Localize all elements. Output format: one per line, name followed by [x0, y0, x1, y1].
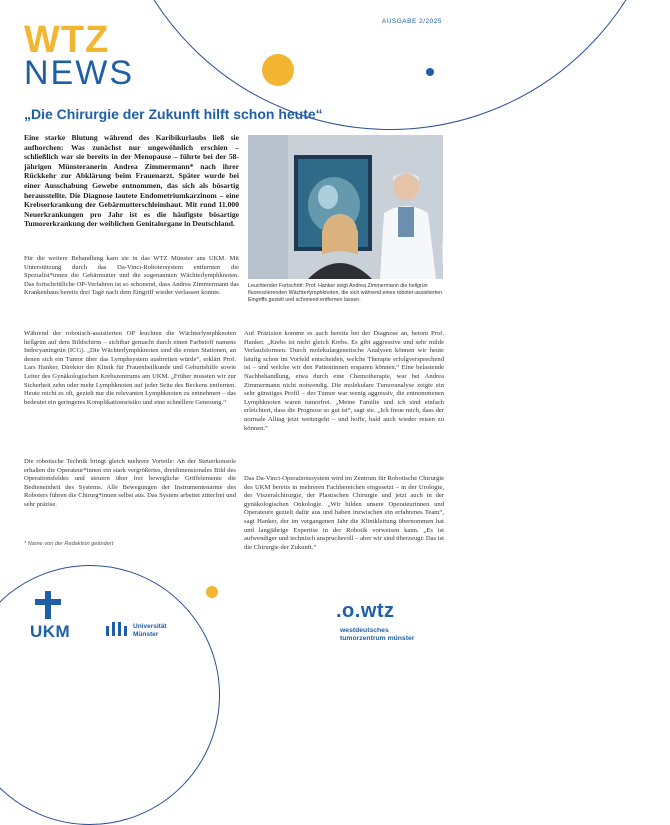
- article-headline: „Die Chirurgie der Zukunft hilft schon heute“: [24, 106, 323, 122]
- decorative-bottom-dot: [206, 586, 218, 598]
- footnote: * Name von der Redaktion geändert: [24, 541, 114, 547]
- article-photo: [248, 135, 446, 279]
- issue-label: AUSGABE 2/2025: [381, 18, 442, 25]
- university-logo-text: [133, 623, 167, 638]
- university-logo-icon: [104, 618, 128, 641]
- article-paragraph-5: Das Da-Vinci-Operationssystem wird im Zentrum für Robotische Chirurgie des UKM bereits in mehreren Fachbereichen eingesetzt – in der Urologie, der Viszeralchirurgie, der Plastischen Chirurgie und jetzt auch in der gynäkologischen Onkologie. „Wir bilden unsere Operateurinnen und Operateure gezielt dafür aus und haben inzwischen ein erfahrenes Team“, sagt Hanker, der im vergangenen Jahr die Klinikleitung übernommen hat und langjährige Expertise in der Robotik vorweisen kann. „Es ist aufwendiger und technisch anspruchsvoll – aber wir sind überzeugt: Das ist die Chirurgie der Zukunft.“: [244, 475, 444, 551]
- wtz-logo: .o.wtz: [336, 600, 395, 622]
- wtz-logo-subtitle: [340, 627, 414, 642]
- decorative-blue-dot: [426, 68, 434, 76]
- photo-illustration: [248, 135, 443, 279]
- university-line-2: Münster: [133, 630, 159, 638]
- ukm-logo-icon: [33, 591, 63, 624]
- photo-caption: Leuchtender Fortschritt: Prof. Hanker zeigt Andrea Zimmermann die hellgrün fluoreszierenden Wächterlymphknoten, die sich während eines roboter-assistierten Eingriffs gezielt und schonend entfernen lassen.: [248, 283, 443, 303]
- article-paragraph-1: Für die weitere Behandlung kam sie in das WTZ Münster ans UKM. Mit Unterstützung durch das Da-Vinci-Robotersystem entfernten die Spezialist*innen die Gebärmutter und die sogenannten Wächterlymphknoten. Das fortschrittliche OP-Verfahren ist so schonend, dass Andrea Zimmermann das Krankenhaus bereits drei Tage nach dem Eingriff wieder verlassen konnte.: [24, 255, 239, 297]
- decorative-yellow-dot: [262, 54, 294, 86]
- photo-credit: UKM/Wibberg: [441, 235, 446, 264]
- wtz-subtitle-line-1: westdeutsches: [340, 627, 389, 634]
- article-lead: Eine starke Blutung während des Karibikurlaubs ließ sie aufhorchen: Was zunächst nur ungewöhnlich erschien – schließlich war sie bereits in der Menopause – führte bei der 58-jährigen Münsteranerin Andrea Zimmermann* nach ihrer Rückkehr zur Abklärung beim Frauenarzt. Später wurde bei einer Ausschabung Gewebe entnommen, das sich als bösartig herausstellte. Die Diagnose lautete Endometriumkarzinom – eine Krebserkrankung der Gebärmutterschleimhaut. Mit rund 11.000 Neuerkrankungen pro Jahr ist es die häufigste bösartige Tumorerkrankung der weiblichen Genitalorgane in Deutschland.: [24, 133, 239, 229]
- university-line-1: Universität: [133, 623, 167, 630]
- brand-news: NEWS: [24, 54, 134, 92]
- brand-wtz: WTZ: [24, 19, 110, 61]
- article-paragraph-3: Die robotische Technik bringt gleich mehrere Vorteile: An der Steuerkonsole erhalten die Operateur*innen ein stark vergrößertes, dreidimensionales Bild des Operationsfeldes und steuern über frei bewegliche Griffelemente die Bedieneinheit des Systems. Alle Bewegungen der Instrumentenarme des Roboters führen die Chirurg*innen selbst aus. Das System arbeitet zitterfrei und sehr präzise.: [24, 458, 236, 508]
- article-paragraph-2: Während der robotisch-assistierten OP leuchten die Wächterlymphknoten hellgrün auf dem Bildschirm – sichtbar gemacht durch einen Farbstoff namens Indocyaningrün (ICG). „Die Wächterlymphknoten sind die ersten Stationen, an denen sich ein Tumor über das Lymphsystem ausbreiten würde“, erklärt Prof. Lars Hanker, Direktor der Klinik für Frauenheilkunde und Geburtshilfe sowie Leiter des Gynäkologischen Krebszentrums am UKM. „Früher mussten wir zur Sicherheit zehn oder mehr Lymphknoten auf jeder Seite des Beckens entfernen. Heute reicht es oft, gezielt nur die relevanten Lymphknoten zu entnehmen – das bedeutet ein geringeres Komplikationsrisiko und eine schnellere Genesung.“: [24, 330, 236, 406]
- wtz-subtitle-line-2: tumorzentrum münster: [340, 634, 415, 642]
- ukm-logo-text: UKM: [30, 622, 71, 641]
- article-paragraph-4: Auf Präzision komme es auch bereits bei der Diagnose an, betont Prof. Hanker. „Krebs ist nicht gleich Krebs. Es gibt aggressive und sehr milde Verlaufsformen. Durch molekulargenetische Analysen können wir heute häufig schon im Vorfeld entscheiden, welche Therapie erfolgversprechend ist – und welche wir den Patientinnen ersparen können.“ Eine belastende Nachbehandlung, etwa durch eine Chemotherapie, war bei Andrea Zimmermann nicht notwendig. Die molekulare Tumoranalyse zeigte ein sehr günstiges Profil – der Tumor war wenig aggressiv, die entnommenen Lymphknoten waren tumorfrei. „Meine Familie und ich sind einfach erleichtert, dass die Prognose so gut ist“, sagt sie. „Ich freue mich, dass der normale Alltag jetzt weitergeht – und hoffe, bald auch wieder reisen zu können.“: [244, 330, 444, 432]
